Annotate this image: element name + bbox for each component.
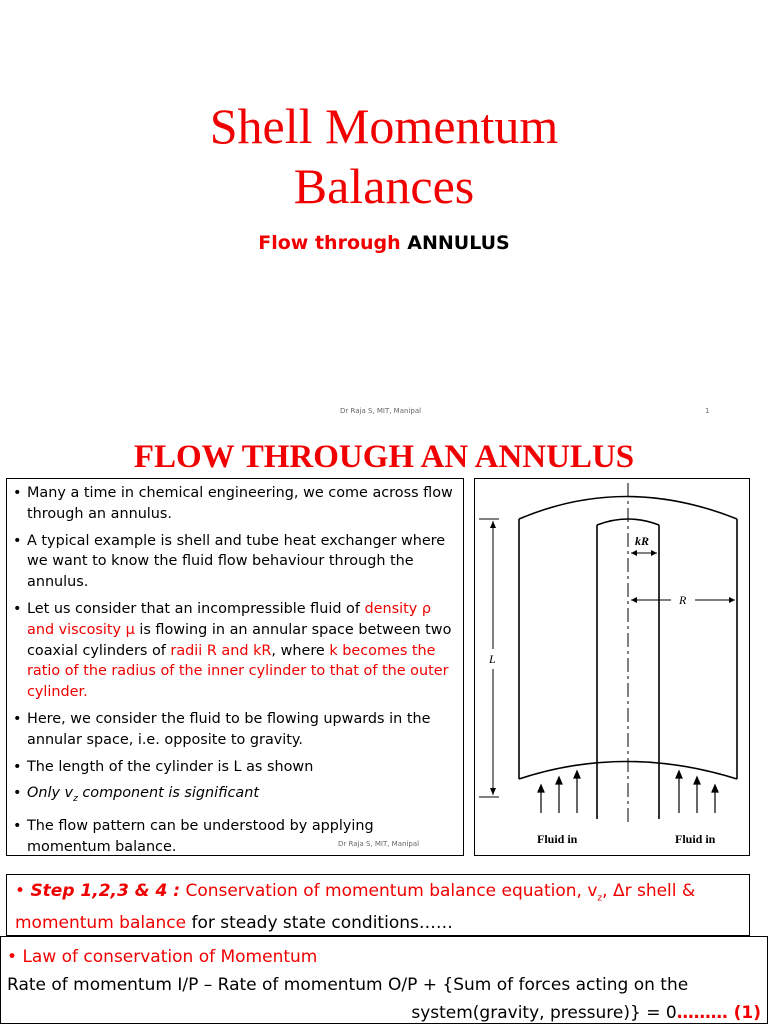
annulus-figure	[474, 478, 750, 856]
bullet-6-subscript: z	[73, 794, 78, 805]
fluid-arrows-right	[676, 771, 718, 813]
slide1-title	[0, 96, 768, 216]
fluid-in-left-label: Fluid in	[537, 832, 578, 846]
bullet-5: • The length of the cylinder is L as shown	[13, 757, 455, 778]
title-line-1: Shell Momentum	[209, 98, 559, 154]
bullet-3-radii: radii R and kR	[170, 642, 272, 659]
equation-line-2	[7, 999, 761, 1027]
bullet-6	[13, 783, 455, 810]
law-box	[0, 936, 768, 1024]
slide2-title: FLOW THROUGH AN ANNULUS	[133, 439, 635, 475]
bullet-6-text: Only v	[27, 785, 74, 802]
title-line-2: Balances	[293, 158, 475, 214]
bullet-1: • Many a time in chemical engineering, we come across flow through an annulus.	[13, 483, 455, 525]
slide1-footer: Dr Raja S, MIT, Manipal	[340, 407, 422, 415]
bullet-list	[6, 478, 464, 856]
bullet-3-density: density ρ and viscosity μ	[27, 600, 431, 638]
fluid-in-right-label: Fluid in	[675, 832, 716, 846]
bullet-3-text: is flowing in an annular space between two coaxial cylinders of	[27, 621, 452, 659]
subtitle-black: ANNULUS	[407, 232, 510, 254]
annulus-diagram	[475, 479, 749, 855]
kR-label: kR	[635, 534, 650, 548]
step-text-red: Conservation of momentum balance equation, v	[180, 881, 598, 901]
bullet-3-text: , where	[271, 642, 330, 659]
equation-dots: ………	[676, 1003, 728, 1023]
bullet-7: • The flow pattern can be understood by applying momentum balance.	[13, 816, 455, 856]
L-label: L	[489, 652, 496, 666]
slide2-footer: Dr Raja S, MIT, Manipal	[338, 840, 420, 848]
bullet-3-ratio: k becomes the ratio of the radius of the inner cylinder to that of the outer cylinder.	[27, 642, 449, 701]
equation-number: (1)	[727, 1003, 761, 1023]
bullet-6-text: component is significant	[77, 785, 259, 802]
bullet-2: • A typical example is shell and tube heat exchanger where we want to know the fluid flow behaviour through the annulus.	[13, 531, 455, 593]
slide1-subtitle	[0, 232, 768, 254]
bullet-3	[13, 599, 455, 703]
R-label: R	[679, 593, 687, 607]
step-text-black: for steady state conditions……	[186, 913, 453, 934]
bullet-4: • Here, we consider the fluid to be flowing upwards in the annular space, i.e. opposite to gravity.	[13, 709, 455, 751]
step-box: • Step 1,2,3 & 4 : Conservation of momentum balance equation, $v_z$, Δr shell & momentum balance for steady state conditions……	[6, 874, 750, 936]
equation-line-1: Rate of momentum I/P – Rate of momentum O/P + {Sum of forces acting on the	[7, 975, 689, 995]
equation-text: system(gravity, pressure)} = 0	[411, 1003, 677, 1023]
step-subscript: z	[597, 893, 603, 904]
bullet-3-text: Let us consider that an incompressible fluid of	[27, 600, 365, 617]
subtitle-red: Flow through	[258, 232, 408, 254]
step-label: Step 1,2,3 & 4 :	[30, 881, 181, 901]
slide1-page-number: 1	[705, 407, 710, 415]
law-title: • Law of conservation of Momentum	[7, 947, 318, 967]
fluid-arrows-left	[538, 771, 580, 813]
law-title-text: Law of conservation of Momentum	[22, 947, 318, 967]
step-text-red-2: , Δr shell & momentum balance	[15, 881, 696, 934]
